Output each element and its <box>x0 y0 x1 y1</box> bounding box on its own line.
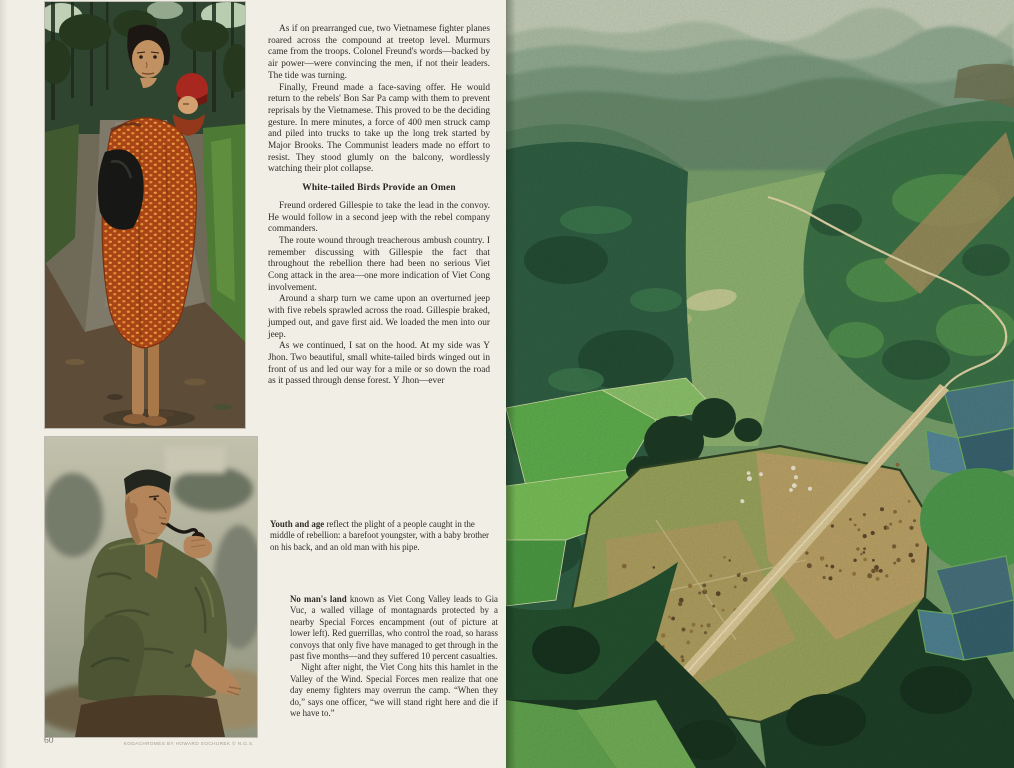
photo-boy-with-baby <box>45 2 245 428</box>
caption-lead: No man's land <box>290 594 347 604</box>
left-page <box>0 0 506 768</box>
photo-aerial-viet-cong-valley <box>506 0 1014 768</box>
photo-credit: KODACHROMES BY HOWARD SOCHUREK © N.G.S. <box>123 741 255 746</box>
body-paragraph: Finally, Freund made a face-saving offer. He would return to the rebels' Bon Sar Pa camp with them to prevent reprisals by the Vietnamese. This proved to be the deciding gesture. In mere minutes, a force of 400 men struck camp and piled into trucks to take up the long trek started by Major Brooks. The Communist leaders made no effort to resist. They stood glumly on the balcony, wordlessly watching their plot collapse. <box>268 82 490 175</box>
caption-text: Night after night, the Viet Cong hits this hamlet in the Valley of the Wind. Special Forces men realize that one day enemy fighters may overrun the camp. “When they do,” says one officer, “we will stand right here and die if we have to.” <box>290 662 498 719</box>
body-paragraph: Freund ordered Gillespie to take the lead in the convoy. He would follow in a second jeep with the rebel company commanders. <box>268 200 490 235</box>
right-page <box>506 0 1014 768</box>
body-paragraph: Around a sharp turn we came upon an overturned jeep with five rebels sprawled across the road. Gillespie braked, jumped out, and gave first aid. We loaded the men into our jeep. <box>268 294 490 340</box>
caption-text: known as Viet Cong Valley leads to Gia Vuc, a walled village of montagnards protected by a nearby Special Forces encampment (out of picture at lower left). Red guerrillas, who control the road, so harass convoys that only five have managed to get through in the past five months—and they suffered 10 percent casualties. <box>290 594 498 662</box>
caption-no-mans-land <box>290 594 498 719</box>
article-text-column <box>268 24 490 388</box>
body-paragraph: As if on prearranged cue, two Vietnamese fighter planes roared across the compound at treetop level. Murmurs came from the troops. Colonel Freund's words—backed by air power—were convincing the men, if not their leaders. The tide was turning. <box>268 24 490 81</box>
photo-old-man-with-pipe <box>45 437 257 737</box>
body-paragraph: As we continued, I sat on the hood. At my side was Y Jhon. Two beautiful, small white-tailed birds winged out in front of us and led our way for a mile or so down the road as it passed through dense forest. Y Jhon—ever <box>268 341 490 387</box>
body-paragraph: The route wound through treacherous ambush country. I remember discussing with Gillespie the fact that throughout the rebellion there had been no serious Viet Cong attack in the area—one more indication of Viet Cong involvement. <box>268 235 490 293</box>
caption-text: reflect the plight of a people caught in the middle of rebellion: a barefoot youngster, with a baby brother on his back, and an old man with his pipe. <box>270 519 489 552</box>
section-heading: White-tailed Birds Provide an Omen <box>302 183 456 194</box>
caption-youth-and-age <box>270 519 492 553</box>
caption-lead: Youth and age <box>270 519 325 529</box>
page-number: 60 <box>44 736 54 746</box>
